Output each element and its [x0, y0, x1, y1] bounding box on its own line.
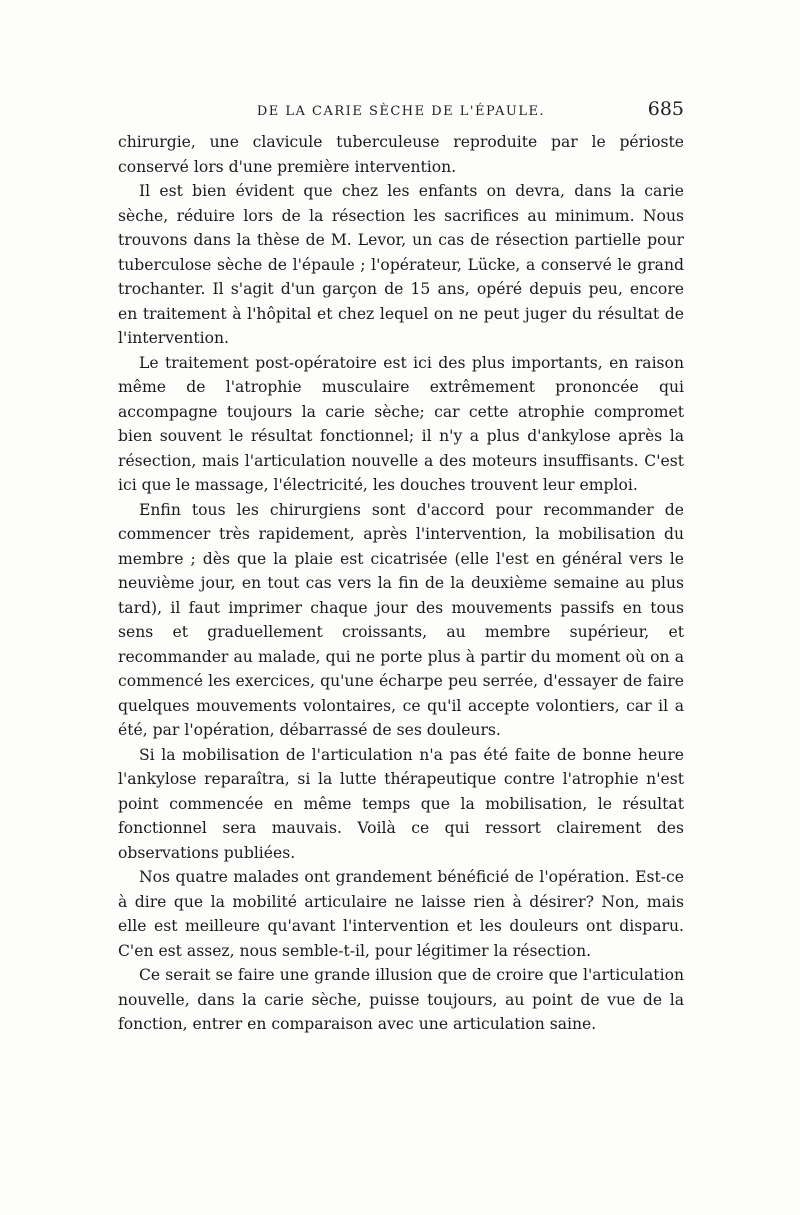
paragraph-early-mobilisation: Enfin tous les chirurgiens sont d'accord pour recommander de commencer très rapidement, après l'intervention, la mobilisation du membre ; dès que la plaie est cicatrisée (elle l'est en général vers le neuvième jour, en tout cas vers la fin de la deuxième semaine au plus tard), il faut imprimer chaque jour des mouvements passifs en tous sens et graduellement croissants, au membre supérieur, et recommander au malade, qui ne porte plus à partir du moment où on a commencé les exercices, qu'une écharpe peu serrée, d'essayer de faire quelques mouvements volontaires, ce qu'il accepte volontiers, car il a été, par l'opération, débarrassé de ses douleurs. [118, 500, 684, 739]
running-title: DE LA CARIE SÈCHE DE L'ÉPAULE. [256, 104, 546, 119]
page-number: 685 [647, 98, 684, 120]
paragraph-four-patients: Nos quatre malades ont grandement bénéficié de l'opération. Est-ce à dire que la mobilité articulaire ne laisse rien à désirer? Non, mais elle est meilleure qu'avant l'intervention et les douleurs ont disparu. C'en est assez, nous semble-t-il, pour légitimer la résection. [118, 868, 684, 960]
paragraph-continuation: chirurgie, une clavicule tuberculeuse reproduite par le périoste conservé lors d'une première intervention. [118, 133, 684, 176]
page-header [118, 98, 684, 128]
paragraph-postoperative-treatment: Le traitement post-opératoire est ici des plus importants, en raison même de l'atrophie musculaire extrêmement prononcée qui accompagne toujours la carie sèche; car cette atrophie compromet bien souvent le résultat fonctionnel; il n'y a plus d'ankylose après la résection, mais l'articulation nouvelle a des moteurs insuffisants. C'est ici que le massage, l'électricité, les douches trouvent leur emploi. [118, 353, 684, 494]
paragraph-conclusion: Ce serait se faire une grande illusion que de croire que l'articulation nouvelle, dans la carie sèche, puisse toujours, au point de vue de la fonction, entrer en comparaison avec une articulation saine. [118, 966, 684, 1033]
paragraph-resection-children: Il est bien évident que chez les enfants on devra, dans la carie sèche, réduire lors de la résection les sacrifices au minimum. Nous trouvons dans la thèse de M. Levor, un cas de résection partielle pour tuberculose sèche de l'épaule ; l'opérateur, Lücke, a conservé le grand trochanter. Il s'agit d'un garçon de 15 ans, opéré depuis peu, encore en traitement à l'hôpital et chez lequel on ne peut juger du résultat de l'intervention. [118, 182, 684, 347]
body-text [118, 130, 684, 1037]
paragraph-ankylosis-risk: Si la mobilisation de l'articulation n'a pas été faite de bonne heure l'ankylose reparaîtra, si la lutte thérapeutique contre l'atrophie n'est point commencée en même temps que la mobilisation, le résultat fonctionnel sera mauvais. Voilà ce qui ressort clairement des observations publiées. [118, 745, 684, 862]
